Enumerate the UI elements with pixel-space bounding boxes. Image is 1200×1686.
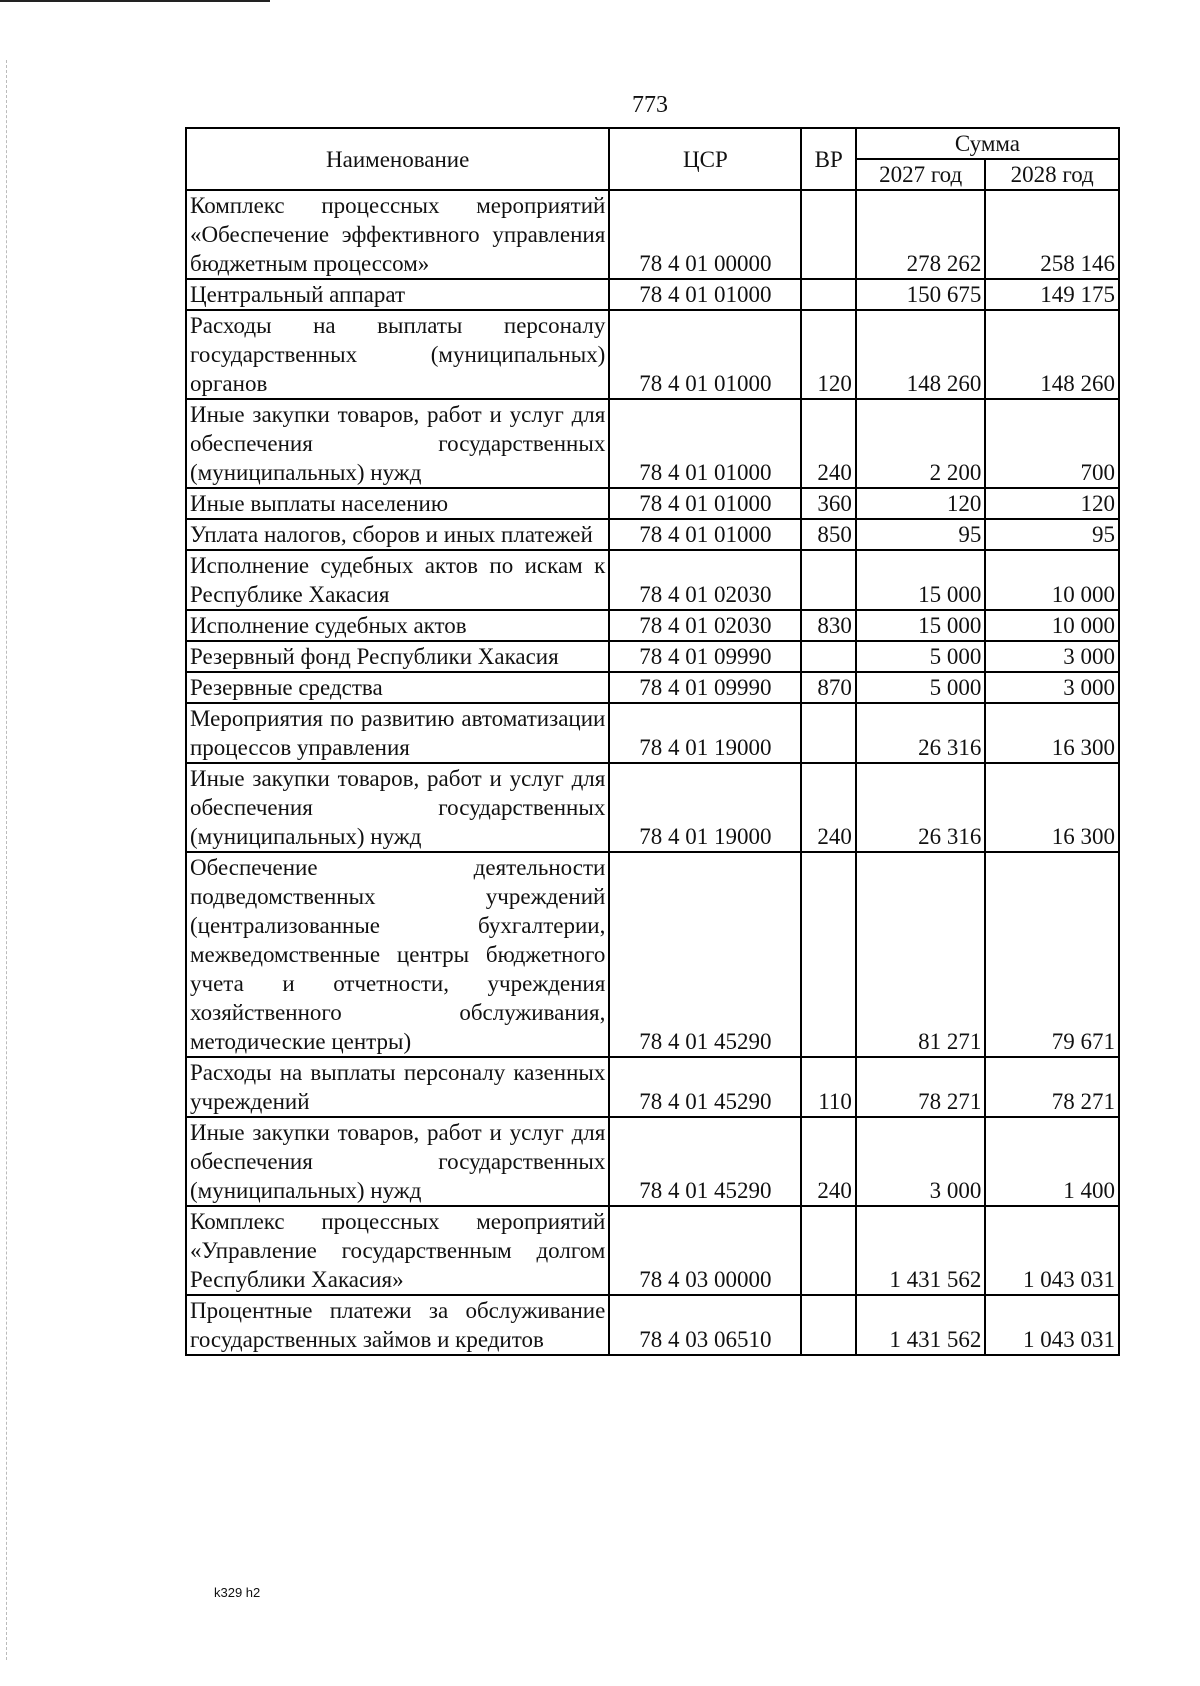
row-amount-2027: 95 <box>856 519 985 550</box>
row-name: Резервные средства <box>186 672 609 703</box>
table-row <box>186 488 1119 519</box>
row-amount-2027: 81 271 <box>856 852 985 1057</box>
header-year-2027: 2027 год <box>856 159 985 190</box>
table-row <box>186 1057 1119 1117</box>
row-name: Комплекс процессных мероприятий «Управление государственным долгом Республики Хакасия» <box>186 1206 609 1295</box>
table-row <box>186 190 1119 279</box>
row-name: Расходы на выплаты персоналу казенных учреждений <box>186 1057 609 1117</box>
row-amount-2028: 79 671 <box>985 852 1119 1057</box>
row-name: Центральный аппарат <box>186 279 609 310</box>
row-csr: 78 4 01 09990 <box>609 672 801 703</box>
table-row <box>186 550 1119 610</box>
row-name: Резервный фонд Республики Хакасия <box>186 641 609 672</box>
row-vr: 850 <box>801 519 855 550</box>
header-sum: Сумма <box>856 128 1119 159</box>
row-csr: 78 4 01 09990 <box>609 641 801 672</box>
row-amount-2028: 120 <box>985 488 1119 519</box>
row-csr: 78 4 01 02030 <box>609 610 801 641</box>
row-amount-2027: 150 675 <box>856 279 985 310</box>
row-amount-2028: 149 175 <box>985 279 1119 310</box>
row-vr: 830 <box>801 610 855 641</box>
row-amount-2027: 5 000 <box>856 672 985 703</box>
header-name: Наименование <box>186 128 609 190</box>
row-amount-2027: 3 000 <box>856 1117 985 1206</box>
row-csr: 78 4 03 06510 <box>609 1295 801 1355</box>
table-row <box>186 310 1119 399</box>
row-vr: 240 <box>801 399 855 488</box>
row-name: Расходы на выплаты персоналу государственных (муниципальных) органов <box>186 310 609 399</box>
row-name: Иные выплаты населению <box>186 488 609 519</box>
row-amount-2028: 95 <box>985 519 1119 550</box>
table-body <box>186 190 1119 1355</box>
table-row <box>186 763 1119 852</box>
header-year-2028: 2028 год <box>985 159 1119 190</box>
row-amount-2027: 278 262 <box>856 190 985 279</box>
row-amount-2027: 1 431 562 <box>856 1206 985 1295</box>
row-amount-2028: 16 300 <box>985 703 1119 763</box>
table-row <box>186 1117 1119 1206</box>
row-vr: 870 <box>801 672 855 703</box>
table-header <box>186 128 1119 190</box>
row-vr <box>801 550 855 610</box>
row-name: Комплекс процессных мероприятий «Обеспечение эффективного управления бюджетным процессом» <box>186 190 609 279</box>
row-amount-2027: 26 316 <box>856 703 985 763</box>
row-vr <box>801 1295 855 1355</box>
page-number: 773 <box>632 92 668 118</box>
row-vr: 240 <box>801 1117 855 1206</box>
row-vr <box>801 852 855 1057</box>
row-csr: 78 4 01 19000 <box>609 763 801 852</box>
row-amount-2028: 3 000 <box>985 641 1119 672</box>
row-name: Уплата налогов, сборов и иных платежей <box>186 519 609 550</box>
table-row <box>186 610 1119 641</box>
row-name: Исполнение судебных актов по искам к Республике Хакасия <box>186 550 609 610</box>
row-vr <box>801 641 855 672</box>
row-amount-2028: 1 043 031 <box>985 1295 1119 1355</box>
row-amount-2028: 16 300 <box>985 763 1119 852</box>
row-amount-2028: 1 043 031 <box>985 1206 1119 1295</box>
row-amount-2028: 1 400 <box>985 1117 1119 1206</box>
row-amount-2027: 1 431 562 <box>856 1295 985 1355</box>
row-csr: 78 4 01 01000 <box>609 399 801 488</box>
row-amount-2028: 10 000 <box>985 610 1119 641</box>
row-amount-2028: 258 146 <box>985 190 1119 279</box>
table-row <box>186 641 1119 672</box>
table-row <box>186 519 1119 550</box>
row-vr <box>801 1206 855 1295</box>
scan-artifact-top-line <box>0 0 270 2</box>
row-amount-2027: 2 200 <box>856 399 985 488</box>
header-vr: ВР <box>801 128 855 190</box>
row-amount-2027: 148 260 <box>856 310 985 399</box>
row-amount-2027: 5 000 <box>856 641 985 672</box>
row-csr: 78 4 01 02030 <box>609 550 801 610</box>
row-vr: 360 <box>801 488 855 519</box>
row-csr: 78 4 01 01000 <box>609 519 801 550</box>
row-csr: 78 4 03 00000 <box>609 1206 801 1295</box>
row-vr <box>801 279 855 310</box>
table-row <box>186 399 1119 488</box>
row-csr: 78 4 01 00000 <box>609 190 801 279</box>
table-row <box>186 852 1119 1057</box>
table-row <box>186 1295 1119 1355</box>
row-csr: 78 4 01 01000 <box>609 279 801 310</box>
row-amount-2027: 120 <box>856 488 985 519</box>
row-vr: 240 <box>801 763 855 852</box>
header-csr: ЦСР <box>609 128 801 190</box>
row-name: Обеспечение деятельности подведомственных учреждений (централизованные бухгалтерии, межведомственные центры бюджетного учета и отчетности, учреждения хозяйственного обслуживания, методические центры) <box>186 852 609 1057</box>
table-row <box>186 672 1119 703</box>
row-csr: 78 4 01 19000 <box>609 703 801 763</box>
row-csr: 78 4 01 45290 <box>609 1117 801 1206</box>
row-name: Исполнение судебных актов <box>186 610 609 641</box>
row-csr: 78 4 01 01000 <box>609 488 801 519</box>
row-amount-2028: 3 000 <box>985 672 1119 703</box>
row-name: Иные закупки товаров, работ и услуг для обеспечения государственных (муниципальных) нужд <box>186 1117 609 1206</box>
row-name: Процентные платежи за обслуживание государственных займов и кредитов <box>186 1295 609 1355</box>
row-name: Мероприятия по развитию автоматизации процессов управления <box>186 703 609 763</box>
row-amount-2027: 78 271 <box>856 1057 985 1117</box>
row-name: Иные закупки товаров, работ и услуг для обеспечения государственных (муниципальных) нужд <box>186 763 609 852</box>
scan-artifact-left-edge <box>6 60 7 1660</box>
row-amount-2027: 15 000 <box>856 610 985 641</box>
row-amount-2028: 700 <box>985 399 1119 488</box>
table-row <box>186 279 1119 310</box>
row-vr <box>801 190 855 279</box>
row-csr: 78 4 01 01000 <box>609 310 801 399</box>
row-csr: 78 4 01 45290 <box>609 1057 801 1117</box>
row-vr: 110 <box>801 1057 855 1117</box>
row-amount-2027: 15 000 <box>856 550 985 610</box>
row-vr <box>801 703 855 763</box>
budget-table <box>185 127 1120 1356</box>
row-name: Иные закупки товаров, работ и услуг для обеспечения государственных (муниципальных) нужд <box>186 399 609 488</box>
row-amount-2028: 10 000 <box>985 550 1119 610</box>
row-amount-2028: 78 271 <box>985 1057 1119 1117</box>
row-amount-2027: 26 316 <box>856 763 985 852</box>
row-csr: 78 4 01 45290 <box>609 852 801 1057</box>
table-row <box>186 703 1119 763</box>
footer-code: k329 h2 <box>214 1585 261 1600</box>
table-row <box>186 1206 1119 1295</box>
row-amount-2028: 148 260 <box>985 310 1119 399</box>
row-vr: 120 <box>801 310 855 399</box>
